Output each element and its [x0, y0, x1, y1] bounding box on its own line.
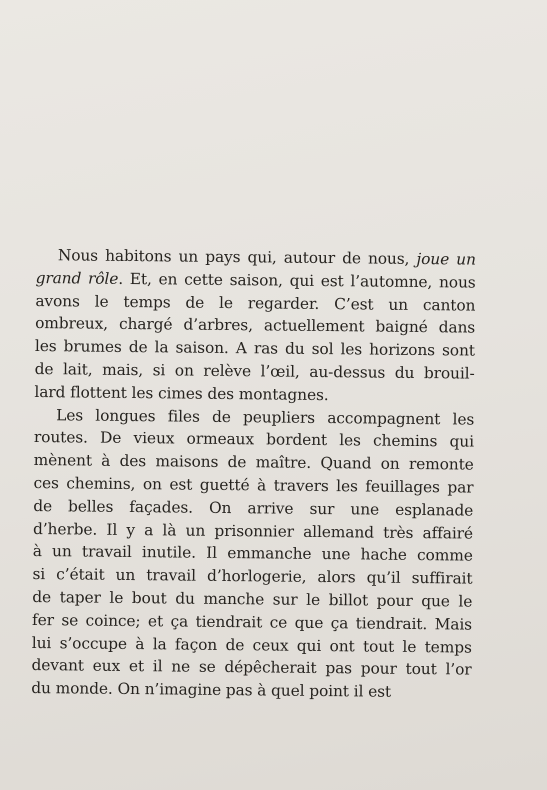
text-segment: du monde. On n’imagine pas à quel point il est [31, 679, 392, 701]
paragraph [34, 244, 476, 408]
text-segment: de lait, mais, si on relève l’œil, au-dessus du brouil- [34, 359, 475, 383]
text-segment: de taper le bout du manche sur le billot pour que le [32, 587, 473, 611]
text-segment: mènent à des maisons de maître. Quand on remonte [33, 451, 474, 474]
text-segment: si c’était un travail d’horlogerie, alors qu’il suffirait [32, 565, 473, 588]
text-segment: devant eux et il ne se dépêcherait pas pour tout l’or [31, 656, 472, 679]
text-line [31, 677, 471, 704]
text-segment: ombreux, chargé d’arbres, actuellement baigné dans [35, 314, 476, 337]
text-segment: les brumes de la saison. A ras du sol les horizons sont [34, 337, 476, 360]
text-segment: lui s’occupe à la façon de ceux qui ont tout le temps [31, 633, 472, 657]
italic-text-segment: grand rôle [35, 268, 119, 288]
text-segment: de belles façades. On arrive sur une esplanade [33, 496, 474, 520]
paragraph [31, 404, 474, 705]
text-segment: routes. De vieux ormeaux bordent les chemins qui [33, 428, 475, 451]
text-segment: avons le temps de le regarder. C’est un canton [35, 291, 476, 315]
text-segment: Les longues files de peupliers accompagnent les [56, 405, 475, 429]
body-text [31, 244, 476, 705]
text-segment: lard flottent les cimes des montagnes. [34, 382, 329, 404]
text-segment: à un travail inutile. Il emmanche une hache comme [32, 542, 473, 565]
text-segment: ces chemins, on est guetté à travers les feuillages par [33, 473, 474, 497]
text-segment: fer se coince; et ça tiendrait ce que ça tiendrait. Mais [31, 610, 473, 634]
text-segment: Nous habitons un pays qui, autour de nous, [57, 246, 417, 268]
text-segment: d’herbe. Il y a là un prisonnier allemand très affairé [32, 519, 474, 543]
text-segment: . Et, en cette saison, qui est l’automne, nous [118, 269, 476, 292]
italic-text-segment: joue un [416, 249, 476, 269]
